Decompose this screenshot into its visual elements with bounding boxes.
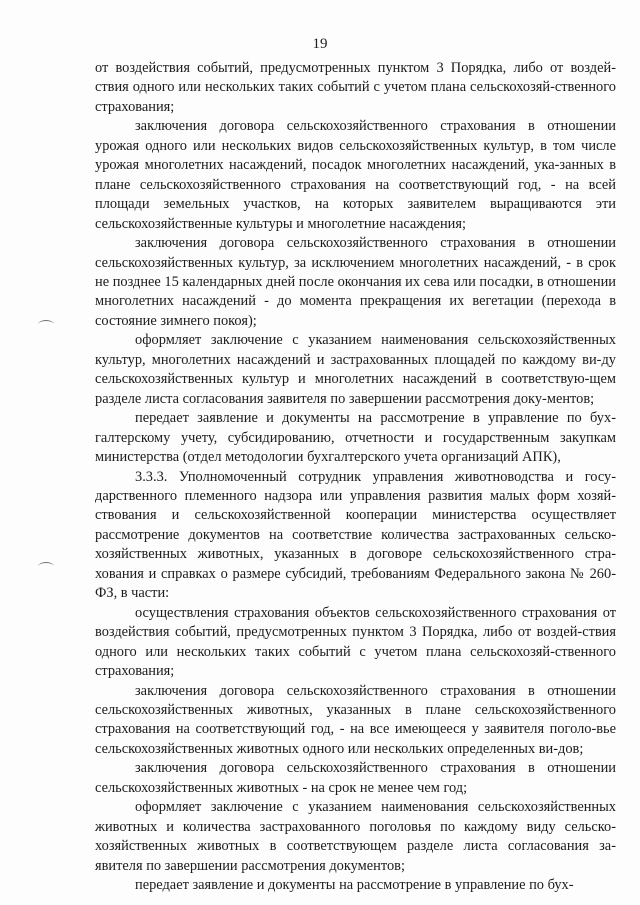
paragraph: заключения договора сельскохозяйственного страхования в отношении сельскохозяйственных животных, указанных в плане сельскохозяйственного страхования на соответствующий год, - на все имеющееся у заявителя поголо-вье сельскохозяйственных животных одного или нескольких определенных ви-дов; [95,682,616,757]
paragraph: осуществления страхования объектов сельскохозяйственного страхования от воздействия событий, предусмотренных пунктом 3 Порядка, либо от воздей-ствия одного или нескольких таких событий с учетом плана сельскохозяй-ственного страхования; [95,604,616,680]
scan-mark [38,320,54,329]
paragraph: оформляет заключение с указанием наименования сельскохозяйственных культур, многолетних насаждений и застрахованных площадей по каждому ви-ду сельскохозяйственных культур и многолетних насаждений в соответствую-щем разделе листа согласования заявителя по завершении рассмотрения доку-ментов; [95,332,616,407]
paragraph: заключения договора сельскохозяйственного страхования в отношении урожая одного или нескольких видов сельскохозяйственных культур, в том числе урожая многолетних насаждений, посадок многолетних насаждений, ука-занных в плане сельскохозяйственного страхования на соответствующий год, - на всей площади земельных участков, на которых заявителем выращиваются эти сельскохозяйственные культуры и многолетние насаждения; [95,118,616,232]
paragraph: 3.3.3. Уполномоченный сотрудник управления животноводства и госу-дарственного племенного надзора или управления развития малых форм хозяй-ствования и сельскохозяйственной кооперации министерства осуществляет рассмотрение документов на соответствие количества застрахованных сельско-хозяйственных животных, указанных в договоре сельскохозяйственного стра-хования и справках о размере субсидий, требованиям Федерального закона № 260-ФЗ, в части: [95,468,616,602]
paragraph: заключения договора сельскохозяйственного страхования в отношении сельскохозяйственных животных - на срок не менее чем год; [95,760,616,796]
paragraph: передает заявление и документы на рассмотрение в управление по бух- [135,877,574,894]
paragraph: заключения договора сельскохозяйственного страхования в отношении сельскохозяйственных культур, за исключением многолетних насаждений, - в срок не позднее 15 календарных дней после окончания их сева или посадки, в отношении многолетних насаждений - до момента прекращения их вегетации (перехода в состояние зимнего покоя); [95,235,616,329]
paragraph: оформляет заключение с указанием наименования сельскохозяйственных животных и количества застрахованного поголовья по каждому виду сельско-хозяйственных животных в соответствующем разделе листа согласования за-явителя по завершении рассмотрения документов; [95,799,616,874]
scan-mark [38,562,54,571]
page-number: 19 [312,36,328,52]
paragraph: передает заявление и документы на рассмотрение в управление по бух-галтерскому учету, субсидированию, отчетности и государственным закупкам министерства (отдел методологии бухгалтерского учета организаций АПК), [95,410,616,466]
paragraph: от воздействия событий, предусмотренных пунктом 3 Порядка, либо от воздей-ствия одного или нескольких таких событий с учетом плана сельскохозяй-ственного страхования; [95,60,616,115]
document-body [95,59,616,895]
